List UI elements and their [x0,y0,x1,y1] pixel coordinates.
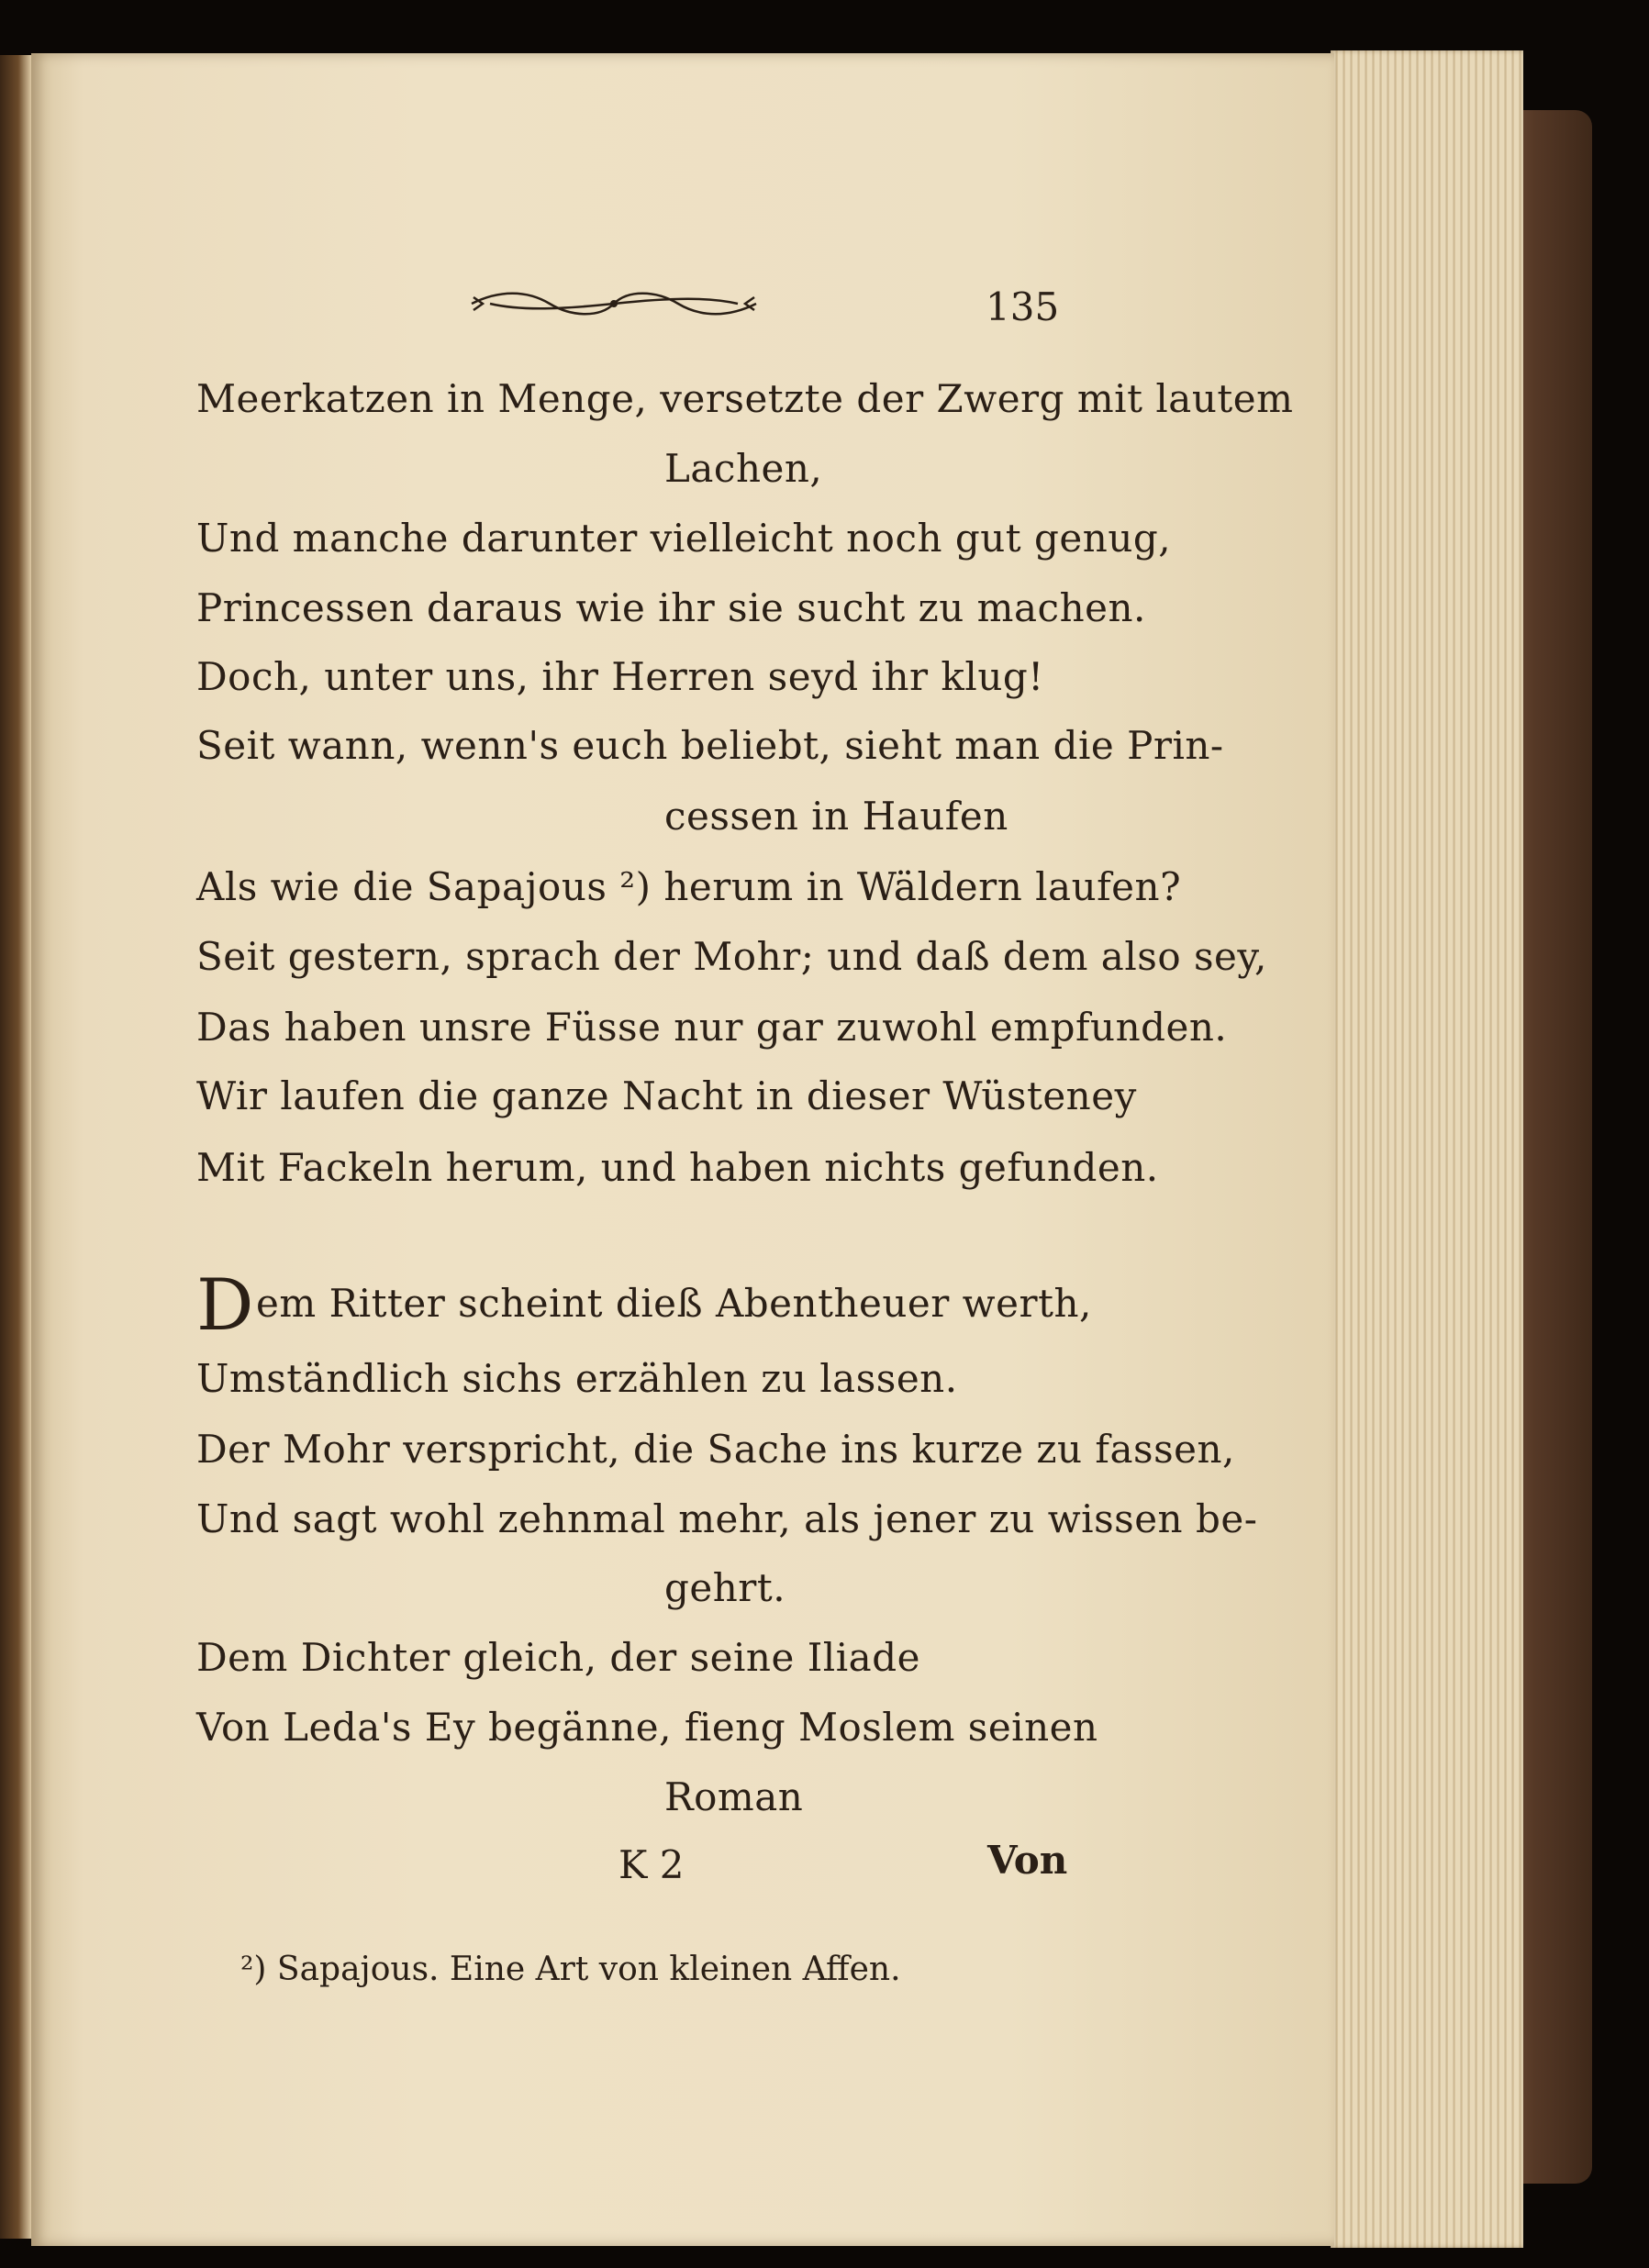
text-line: Doch, unter uns, ihr Herren seyd ihr klug! [196,654,1044,699]
text-line: em Ritter scheint dieß Abentheuer werth, [256,1281,1092,1326]
text-line: Das haben unsre Füsse nur gar zuwohl empfunden. [196,1005,1228,1050]
text-line: Dem Dichter gleich, der seine Iliade [196,1635,920,1680]
text-line: Und sagt wohl zehnmal mehr, als jener zu wissen be- [196,1496,1258,1541]
text-line: Von Leda's Ey begänne, fieng Moslem seinen [196,1705,1098,1750]
text-line: Mit Fackeln herum, und haben nichts gefunden. [196,1145,1159,1190]
header-ornament-icon [462,283,765,325]
text-line: Seit wann, wenn's euch beliebt, sieht man die Prin- [196,723,1224,768]
text-line: Princessen daraus wie ihr sie sucht zu machen. [196,585,1146,630]
signature-mark: K 2 [618,1842,685,1887]
catchword: Von [987,1838,1068,1883]
text-line: Seit gestern, sprach der Mohr; und daß dem also sey, [196,934,1267,979]
page-edges [1331,50,1523,2248]
text-line: cessen in Haufen [664,794,1008,839]
text-line: Meerkatzen in Menge, versetzte der Zwerg mit lautem [196,376,1294,421]
text-line: Roman [664,1774,804,1819]
text-line: Umständlich sichs erzählen zu lassen. [196,1356,958,1401]
text-line: Wir laufen die ganze Nacht in dieser Wüsteney [196,1073,1137,1118]
text-line: Und manche darunter vielleicht noch gut genug, [196,516,1172,561]
text-line: Lachen, [664,446,823,491]
text-line: gehrt. [664,1565,786,1610]
page-number: 135 [986,284,1060,329]
text-line: Der Mohr verspricht, die Sache ins kurze zu fassen, [196,1427,1235,1472]
stanza-first-line [196,1264,1092,1347]
text-line: Als wie die Sapajous ²) herum in Wäldern laufen? [196,864,1182,909]
drop-cap: D [196,1264,255,1347]
book-page [31,53,1334,2246]
footnote: ²) Sapajous. Eine Art von kleinen Affen. [240,1951,901,1988]
